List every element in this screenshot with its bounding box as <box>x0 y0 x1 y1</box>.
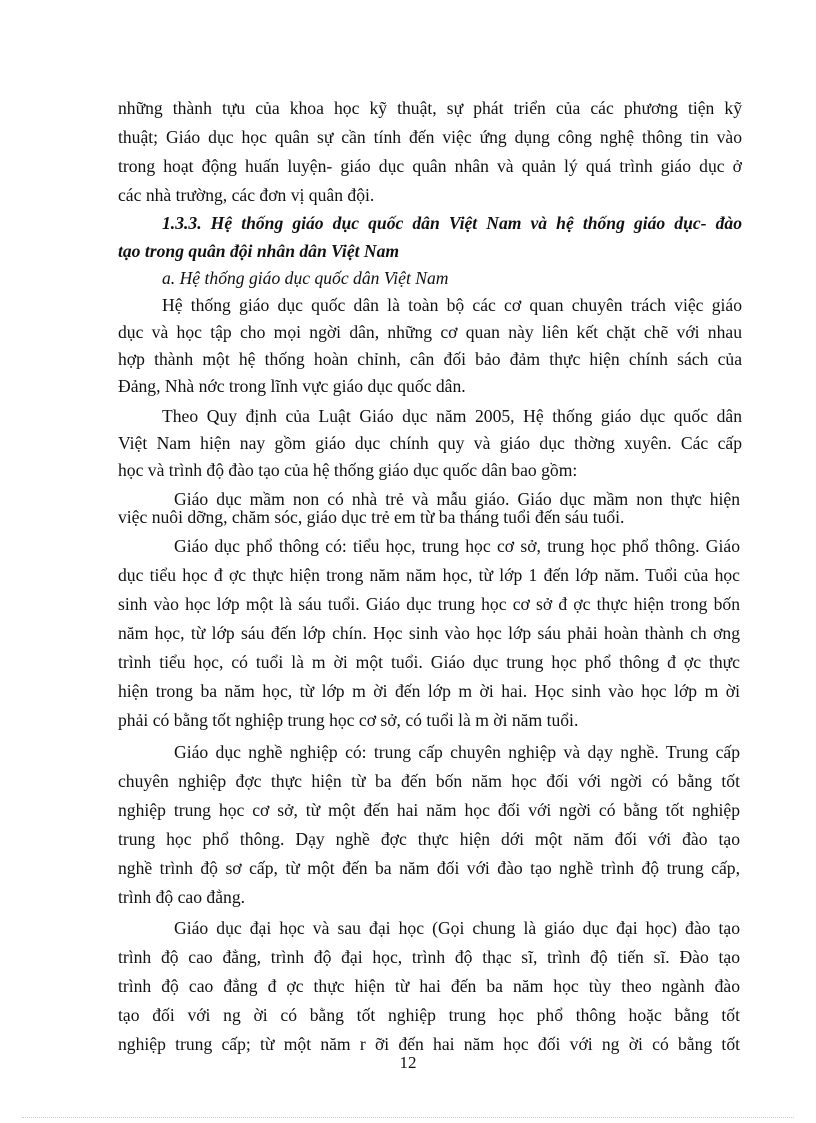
text-line: Hệ thống giáo dục quốc dân là toàn bộ các cơ quan chuyên trách việc giáo <box>162 295 742 315</box>
text-line: trình độ cao đẳng. <box>118 887 246 907</box>
text-line: nghiệp trung cấp; từ một năm r ỡi đến hai năm học đối với ng ời có bằng tốt <box>118 1034 740 1054</box>
text-line: trung học phổ thông. Dạy nghề đợc thực hiện dới một năm đối với đào tạo <box>118 829 740 849</box>
text-line: trong hoạt động huấn luyện- giáo dục quân nhân và quản lý quá trình giáo dục ở <box>118 156 742 176</box>
text-line: Theo Quy định của Luật Giáo dục năm 2005, Hệ thống giáo dục quốc dân <box>162 406 742 426</box>
text-line: việc nuôi dỡng, chăm sóc, giáo dục trẻ em từ ba tháng tuổi đến sáu tuổi. <box>118 507 625 527</box>
text-line: dục và học tập cho mọi ngời dân, những cơ quan này liên kết chặt chẽ với nhau <box>118 322 742 342</box>
page-number: 12 <box>399 1053 417 1072</box>
text-line: Giáo dục phổ thông có: tiểu học, trung học cơ sở, trung học phổ thông. Giáo <box>174 536 740 556</box>
text-line: sinh vào học lớp một là sáu tuổi. Giáo dục trung học cơ sở đ ợc thực hiện trong bốn <box>118 594 740 614</box>
text-line: các nhà trường, các đơn vị quân đội. <box>118 185 375 205</box>
text-line: tạo đối với ng ời có bằng tốt nghiệp trung học phổ thông hoặc bằng tốt <box>118 1005 740 1025</box>
section-heading: 1.3.3. Hệ thống giáo dục quốc dân Việt Nam và hệ thống giáo dục- đào <box>162 213 742 233</box>
text-line: Giáo dục nghề nghiệp có: trung cấp chuyên nghiệp và dạy nghề. Trung cấp <box>174 742 740 762</box>
text-line: hiện trong ba năm học, từ lớp m ời đến lớp m ời hai. Học sinh vào học lớp m ời <box>118 681 740 701</box>
section-heading: tạo trong quân đội nhân dân Việt Nam <box>118 241 400 261</box>
text-line: những thành tựu của khoa học kỹ thuật, sự phát triển của các phương tiện kỹ <box>118 98 742 118</box>
text-line: trình tiểu học, có tuổi là m ời một tuổi. Giáo dục trung học phổ thông đ ợc thực <box>118 652 740 672</box>
text-line: nghề trình độ sơ cấp, từ một đến ba năm đối với đào tạo nghề trình độ trung cấp, <box>118 858 740 878</box>
text-line: hợp thành một hệ thống hoàn chỉnh, cân đối bảo đảm thực hiện chính sách của <box>118 349 742 369</box>
text-line: dục tiểu học đ ợc thực hiện trong năm năm học, từ lớp 1 đến lớp năm. Tuổi của học <box>118 565 740 585</box>
text-line: trình độ cao đẳng, trình độ đại học, trình độ thạc sĩ, trình độ tiến sĩ. Đào tạo <box>118 947 740 967</box>
text-line: Giáo dục mầm non có nhà trẻ và mẫu giáo. Giáo dục mầm non thực hiện <box>174 489 740 509</box>
text-line: trình độ cao đẳng đ ợc thực hiện từ hai đến ba năm học tùy theo ngành đào <box>118 976 740 996</box>
text-line: học và trình độ đào tạo của hệ thống giáo dục quốc dân bao gồm: <box>118 460 578 480</box>
text-line: Giáo dục đại học và sau đại học (Gọi chung là giáo dục đại học) đào tạo <box>174 918 740 938</box>
text-line: thuật; Giáo dục học quân sự cần tính đến việc ứng dụng công nghệ thông tin vào <box>118 127 742 147</box>
text-line: Đảng, Nhà nớc trong lĩnh vực giáo dục quốc dân. <box>118 376 466 396</box>
text-line: chuyên nghiệp đợc thực hiện từ ba đến bốn năm học đối với ngời có bằng tốt <box>118 771 740 791</box>
text-line: nghiệp trung học cơ sở, từ một đến hai năm học đối với ngời có bằng tốt nghiệp <box>118 800 740 820</box>
text-line: Việt Nam hiện nay gồm giáo dục chính quy và giáo dục thờng xuyên. Các cấp <box>118 433 742 453</box>
text-line: năm học, từ lớp sáu đến lớp chín. Học sinh vào học lớp sáu phải hoàn thành ch ơng <box>118 623 740 643</box>
subsection-heading: a. Hệ thống giáo dục quốc dân Việt Nam <box>162 268 449 288</box>
text-line: phải có bằng tốt nghiệp trung học cơ sở, có tuổi là m ời năm tuổi. <box>118 710 579 730</box>
footer-divider <box>22 1117 794 1118</box>
